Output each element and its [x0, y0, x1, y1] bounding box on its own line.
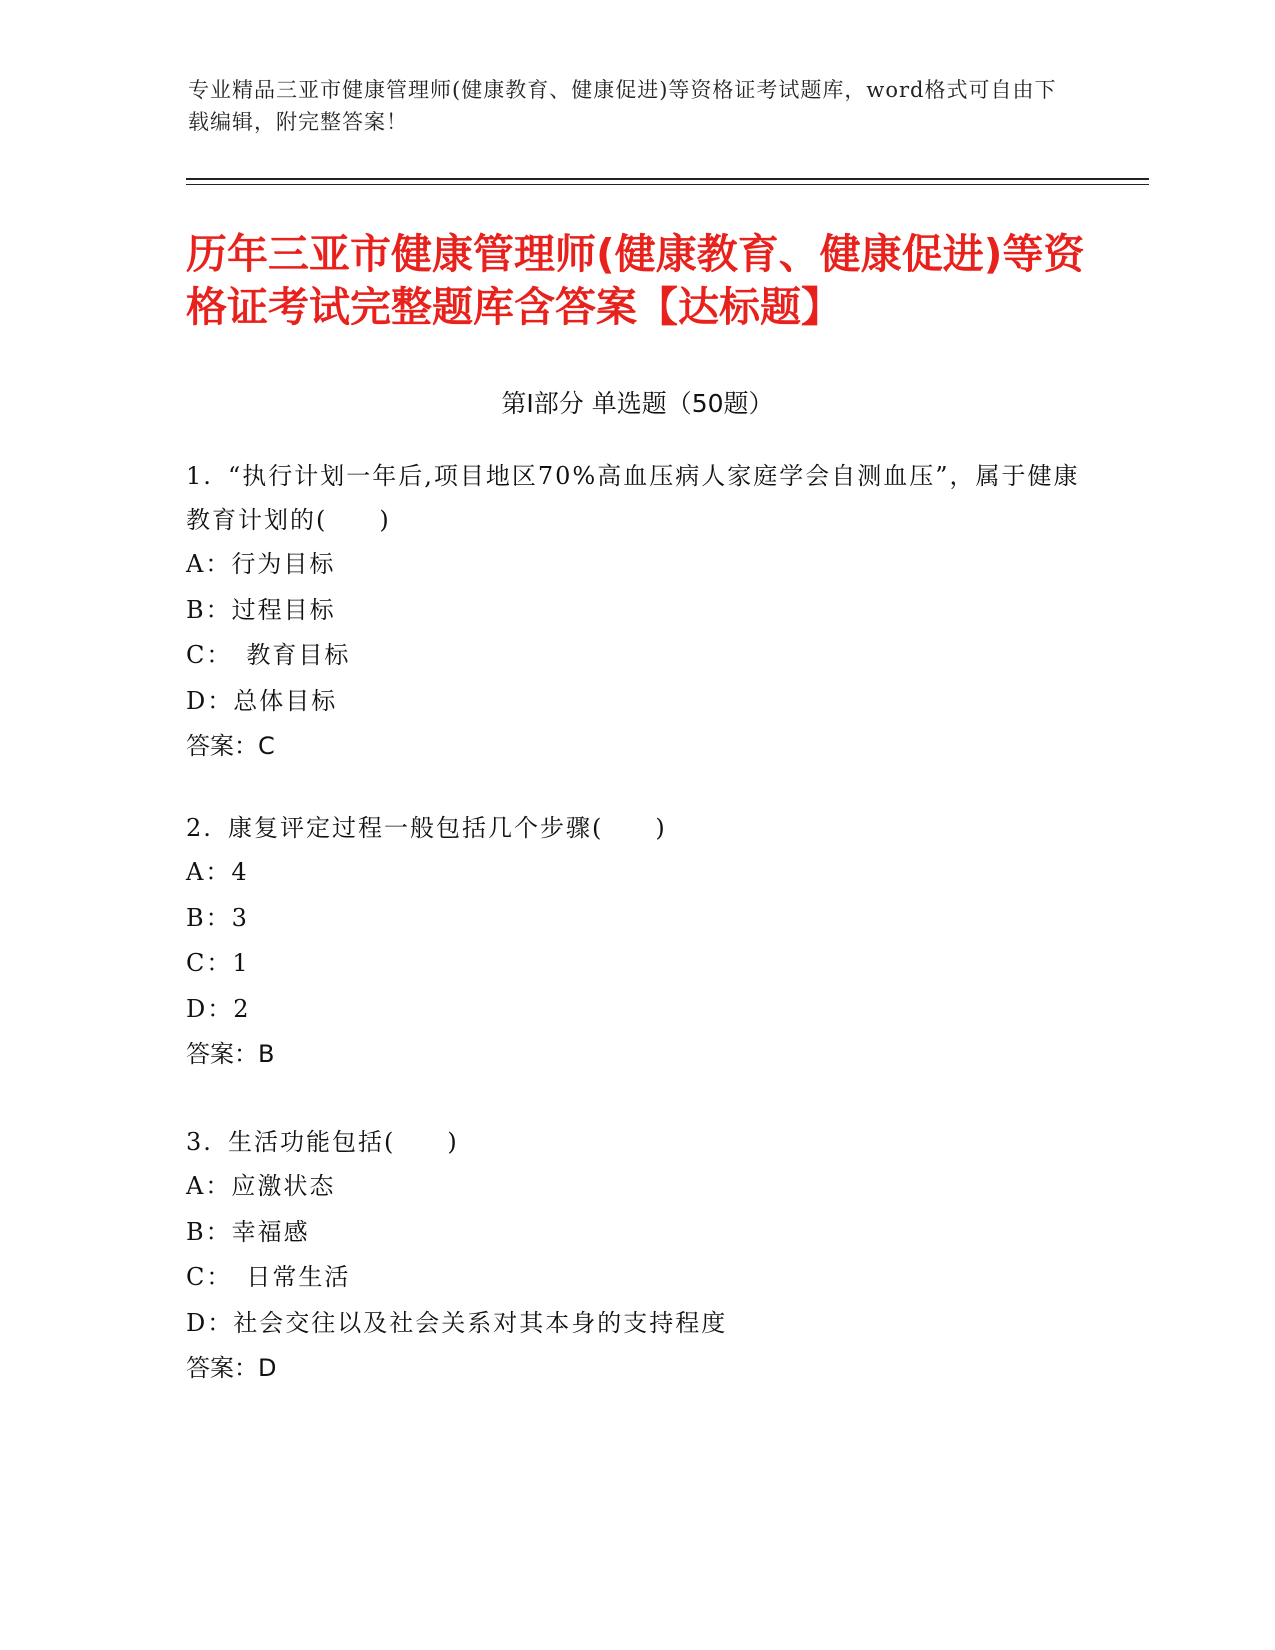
- question-number: 2.: [186, 814, 213, 842]
- question-3: [186, 1120, 1086, 1391]
- question-stem: [186, 1120, 1086, 1164]
- header-divider-thin: [186, 184, 1149, 185]
- option-b: B：过程目标: [186, 595, 336, 624]
- option-b: B：3: [186, 903, 249, 932]
- question-number: 1.: [186, 462, 213, 490]
- header-note: 专业精品三亚市健康管理师(健康教育、健康促进)等资格证考试题库，word格式可自由下载编辑，附完整答案！: [188, 78, 1057, 134]
- option-c: C： 教育目标: [186, 641, 351, 669]
- option-d: D：2: [186, 994, 251, 1023]
- document-title: 历年三亚市健康管理师(健康教育、健康促进)等资格证考试完整题库含答案【达标题】: [186, 230, 1085, 331]
- header-divider-thick: [186, 178, 1149, 180]
- section-heading: 第Ⅰ部分 单选题（50题）: [501, 389, 774, 418]
- question-2: [186, 806, 1086, 1077]
- question-stem: [186, 454, 1086, 542]
- option-a: A：4: [186, 858, 249, 886]
- question-1: [186, 454, 1086, 769]
- question-text: “执行计划一年后,项目地区70%高血压病人家庭学会自测血压”，属于健康教育计划的( ): [186, 462, 1080, 534]
- option-a: A：行为目标: [186, 550, 336, 578]
- answer: 答案：B: [186, 1040, 275, 1068]
- option-c: C：1: [186, 949, 250, 977]
- answer: 答案：C: [186, 732, 275, 760]
- option-d: D：社会交往以及社会关系对其本身的支持程度: [186, 1308, 728, 1337]
- option-c: C： 日常生活: [186, 1263, 351, 1291]
- answer: 答案：D: [186, 1354, 277, 1382]
- option-a: A：应激状态: [186, 1172, 336, 1200]
- option-d: D：总体目标: [186, 686, 338, 715]
- option-b: B：幸福感: [186, 1217, 310, 1246]
- question-text: 康复评定过程一般包括几个步骤( ): [228, 814, 667, 842]
- question-text: 生活功能包括( ): [228, 1128, 459, 1156]
- question-number: 3.: [186, 1128, 213, 1156]
- question-stem: [186, 806, 1086, 850]
